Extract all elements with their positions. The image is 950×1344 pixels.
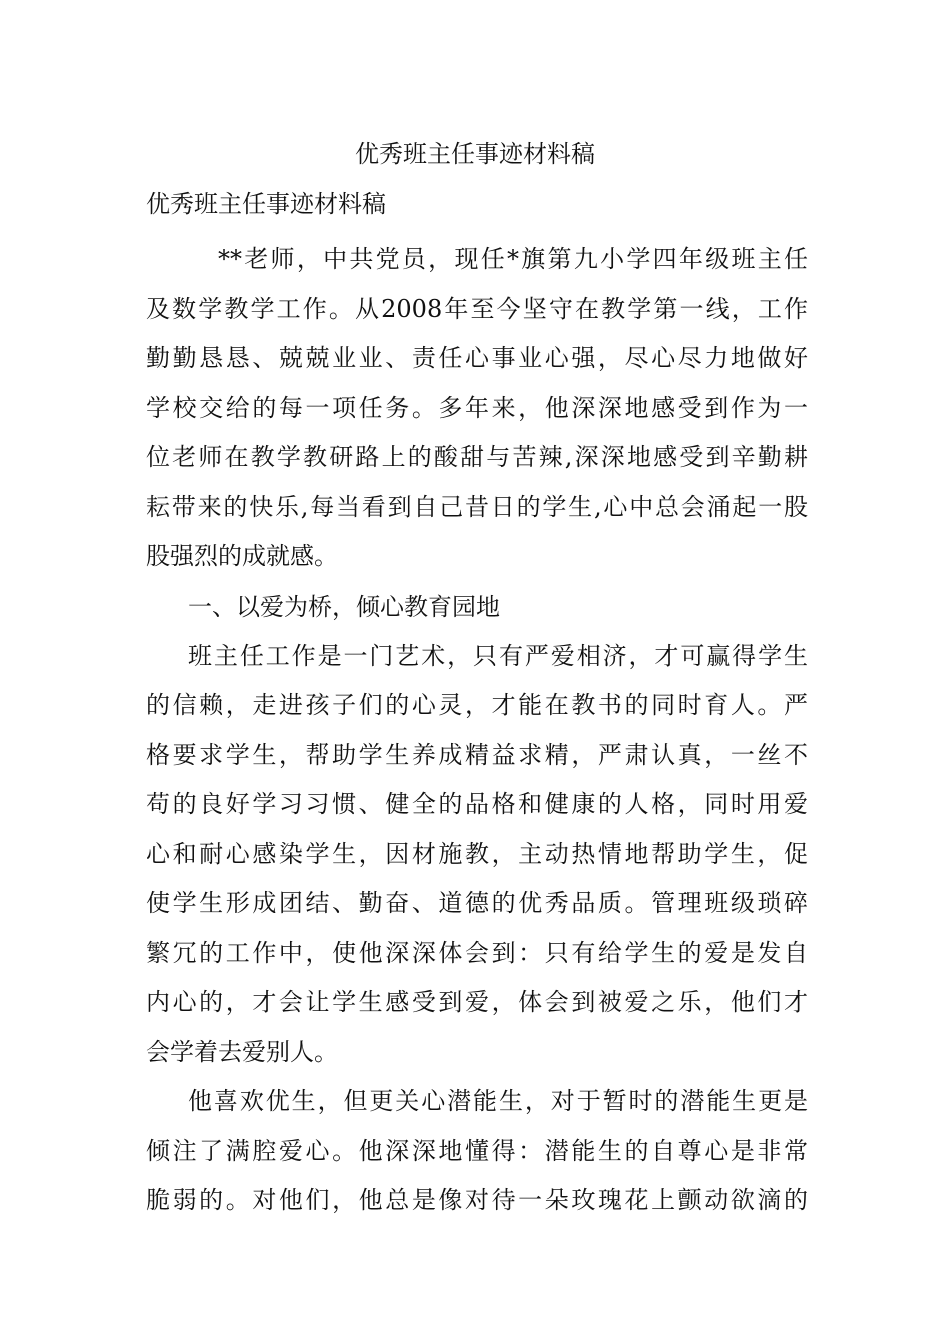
paragraph-line: 格要求学生，帮助学生养成精益求精，严肃认真，一丝不 — [146, 740, 808, 769]
paragraph-line: 会学着去爱别人。 — [146, 1037, 338, 1066]
document-subtitle: 优秀班主任事迹材料稿 — [146, 190, 386, 218]
paragraph-line: 位老师在教学教研路上的酸甜与苦辣,深深地感受到辛勤耕 — [146, 443, 808, 471]
paragraph-line: 苟的良好学习习惯、健全的品格和健康的人格，同时用爱 — [146, 790, 808, 818]
paragraph-line: 的信赖，走进孩子们的心灵，才能在教书的同时育人。严 — [146, 691, 808, 719]
paragraph-intro — [146, 235, 808, 582]
paragraph-line: 班主任工作是一门艺术，只有严爱相济，才可赢得学生 — [188, 641, 808, 670]
paragraph-line: 他喜欢优生，但更关心潜能生，对于暂时的潜能生更是 — [188, 1087, 808, 1115]
paragraph-line: 内心的，才会让学生感受到爱，体会到被爱之乐，他们才 — [146, 988, 808, 1016]
paragraph-line: 倾注了满腔爱心。他深深地懂得：潜能生的自尊心是非常 — [146, 1136, 808, 1165]
paragraph-line: 心和耐心感染学生，因材施教，主动热情地帮助学生，促 — [146, 839, 808, 868]
paragraph-line: 脆弱的。对他们，他总是像对待一朵玫瑰花上颤动欲滴的 — [146, 1186, 808, 1214]
paragraph-potential-students — [146, 1077, 808, 1226]
paragraph-line: 耘带来的快乐,每当看到自己昔日的学生,心中总会涌起一股 — [146, 492, 808, 521]
paragraph-line: **老师，中共党员，现任*旗第九小学四年级班主任 — [218, 245, 808, 273]
document-body — [146, 180, 808, 1226]
document-title: 优秀班主任事迹材料稿 — [355, 140, 595, 168]
section-heading: 一、以爱为桥，倾心教育园地 — [188, 592, 500, 621]
paragraph-class-teacher-work — [146, 632, 808, 1078]
paragraph-line: 使学生形成团结、勤奋、道德的优秀品质。管理班级琐碎 — [146, 889, 808, 917]
paragraph-line: 繁冗的工作中，使他深深体会到：只有给学生的爱是发自 — [146, 938, 808, 967]
paragraph-line: 及数学教学工作。从2008年至今坚守在教学第一线，工作 — [146, 294, 808, 323]
paragraph-line: 学校交给的每一项任务。多年来，他深深地感受到作为一 — [146, 393, 808, 422]
paragraph-line: 股强烈的成就感。 — [146, 542, 338, 570]
paragraph-line: 勤勤恳恳、兢兢业业、责任心事业心强，尽心尽力地做好 — [146, 344, 808, 372]
